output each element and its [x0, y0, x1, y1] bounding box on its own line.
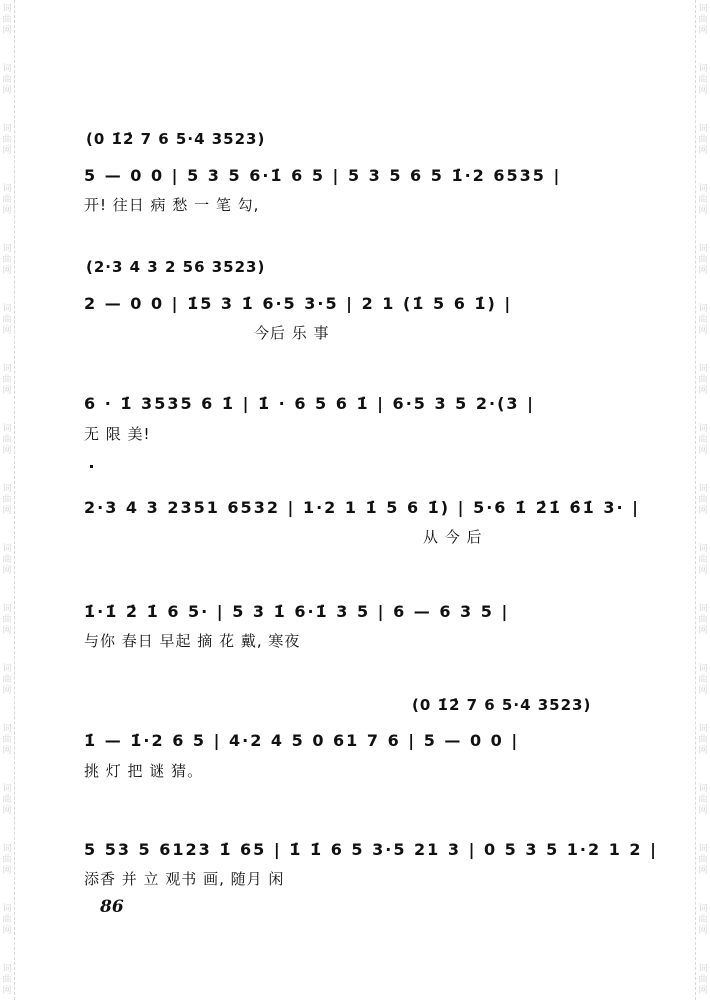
- intro-phrase-2: (2·3 4 3 2 56 3523): [86, 258, 266, 276]
- notation-line-4: 2·3 4 3 2351 6532 | 1·2 1 1̇ 5 6 1̇) | 5·6 1̇ 2̇1̇ 6̇1̇ 3· |: [84, 498, 641, 517]
- notation-line-3: 6 · 1̇ 3535 6 1̇ | 1̇ · 6 5 6 1̇ | 6·5 3 5 2·(3 |: [84, 394, 535, 413]
- intro-phrase-3: (0 1̇2̇ 7 6 5·4 3523): [412, 696, 592, 714]
- notation-line-2: 2 — 0 0 | 1̇5 3 1̇ 6·5 3·5 | 2 1 (1̇ 5 6 1̇) |: [84, 294, 513, 313]
- lyrics-line-3: 无 限 美!: [84, 425, 151, 443]
- notation-line-1: 5 — 0 0 | 5 3 5 6·1̇ 6 5 | 5 3 5 6 5 1̇·2 6535 |: [84, 166, 562, 185]
- watermark-mark: 词 曲 网: [2, 64, 12, 96]
- watermark-mark: 词 曲 网: [2, 784, 12, 816]
- watermark-mark: 词 曲 网: [2, 184, 12, 216]
- watermark-mark: 词 曲 网: [698, 124, 708, 156]
- watermark-mark: 词 曲 网: [698, 424, 708, 456]
- watermark-mark: 词 曲 网: [2, 904, 12, 936]
- watermark-mark: 词 曲 网: [698, 904, 708, 936]
- watermark-mark: 词 曲 网: [698, 784, 708, 816]
- watermark-mark: 词 曲 网: [2, 844, 12, 876]
- notation-line-5: 1̇·1̇ 2̇ 1̇ 6 5· | 5 3 1̇ 6·1̇ 3 5 | 6 — 6 3 5 |: [84, 602, 510, 621]
- watermark-mark: 词 曲 网: [2, 364, 12, 396]
- watermark-mark: 词 曲 网: [698, 304, 708, 336]
- lyrics-line-2: 今后 乐 事: [254, 324, 330, 342]
- watermark-mark: 词 曲 网: [2, 4, 12, 36]
- watermark-mark: 词 曲 网: [2, 124, 12, 156]
- watermark-mark: 词 曲 网: [698, 964, 708, 996]
- watermark-mark: 词 曲 网: [698, 64, 708, 96]
- intro-phrase-1: (0 1̇2̇ 7 6 5·4 3523): [86, 130, 266, 148]
- stray-dot: [90, 465, 93, 468]
- watermark-mark: 词 曲 网: [698, 544, 708, 576]
- lyrics-line-4: 从 今 后: [423, 528, 483, 546]
- lyrics-line-7: 添香 并 立 观书 画, 随月 闲: [84, 870, 285, 888]
- watermark-mark: 词 曲 网: [698, 244, 708, 276]
- watermark-mark: 词 曲 网: [698, 184, 708, 216]
- watermark-mark: 词 曲 网: [698, 484, 708, 516]
- watermark-mark: 词 曲 网: [2, 724, 12, 756]
- lyrics-line-1: 开! 往日 病 愁 一 笔 勾,: [84, 196, 260, 214]
- watermark-mark: 词 曲 网: [2, 964, 12, 996]
- watermark-mark: 词 曲 网: [698, 604, 708, 636]
- watermark-mark: 词 曲 网: [698, 664, 708, 696]
- notation-line-7: 5 53 5 6123 1̇ 65 | 1̇ 1̇ 6 5 3·5 21 3 | 0 5 3 5 1·2 1 2 |: [84, 840, 658, 859]
- page-number: 86: [100, 897, 124, 917]
- watermark-mark: 词 曲 网: [698, 364, 708, 396]
- lyrics-line-6: 挑 灯 把 谜 猜。: [84, 762, 204, 780]
- watermark-mark: 词 曲 网: [698, 4, 708, 36]
- watermark-mark: 词 曲 网: [2, 604, 12, 636]
- watermark-mark: 词 曲 网: [2, 244, 12, 276]
- watermark-mark: 词 曲 网: [698, 844, 708, 876]
- watermark-mark: 词 曲 网: [2, 304, 12, 336]
- watermark-mark: 词 曲 网: [2, 544, 12, 576]
- watermark-mark: 词 曲 网: [2, 664, 12, 696]
- watermark-mark: 词 曲 网: [2, 484, 12, 516]
- watermark-mark: 词 曲 网: [2, 424, 12, 456]
- lyrics-line-5: 与你 春日 早起 摘 花 戴, 寒夜: [84, 632, 301, 650]
- notation-line-6: 1̇ — 1̇·2 6 5 | 4·2 4 5 0 61 7 6 | 5 — 0 0 |: [84, 731, 520, 750]
- watermark-mark: 词 曲 网: [698, 724, 708, 756]
